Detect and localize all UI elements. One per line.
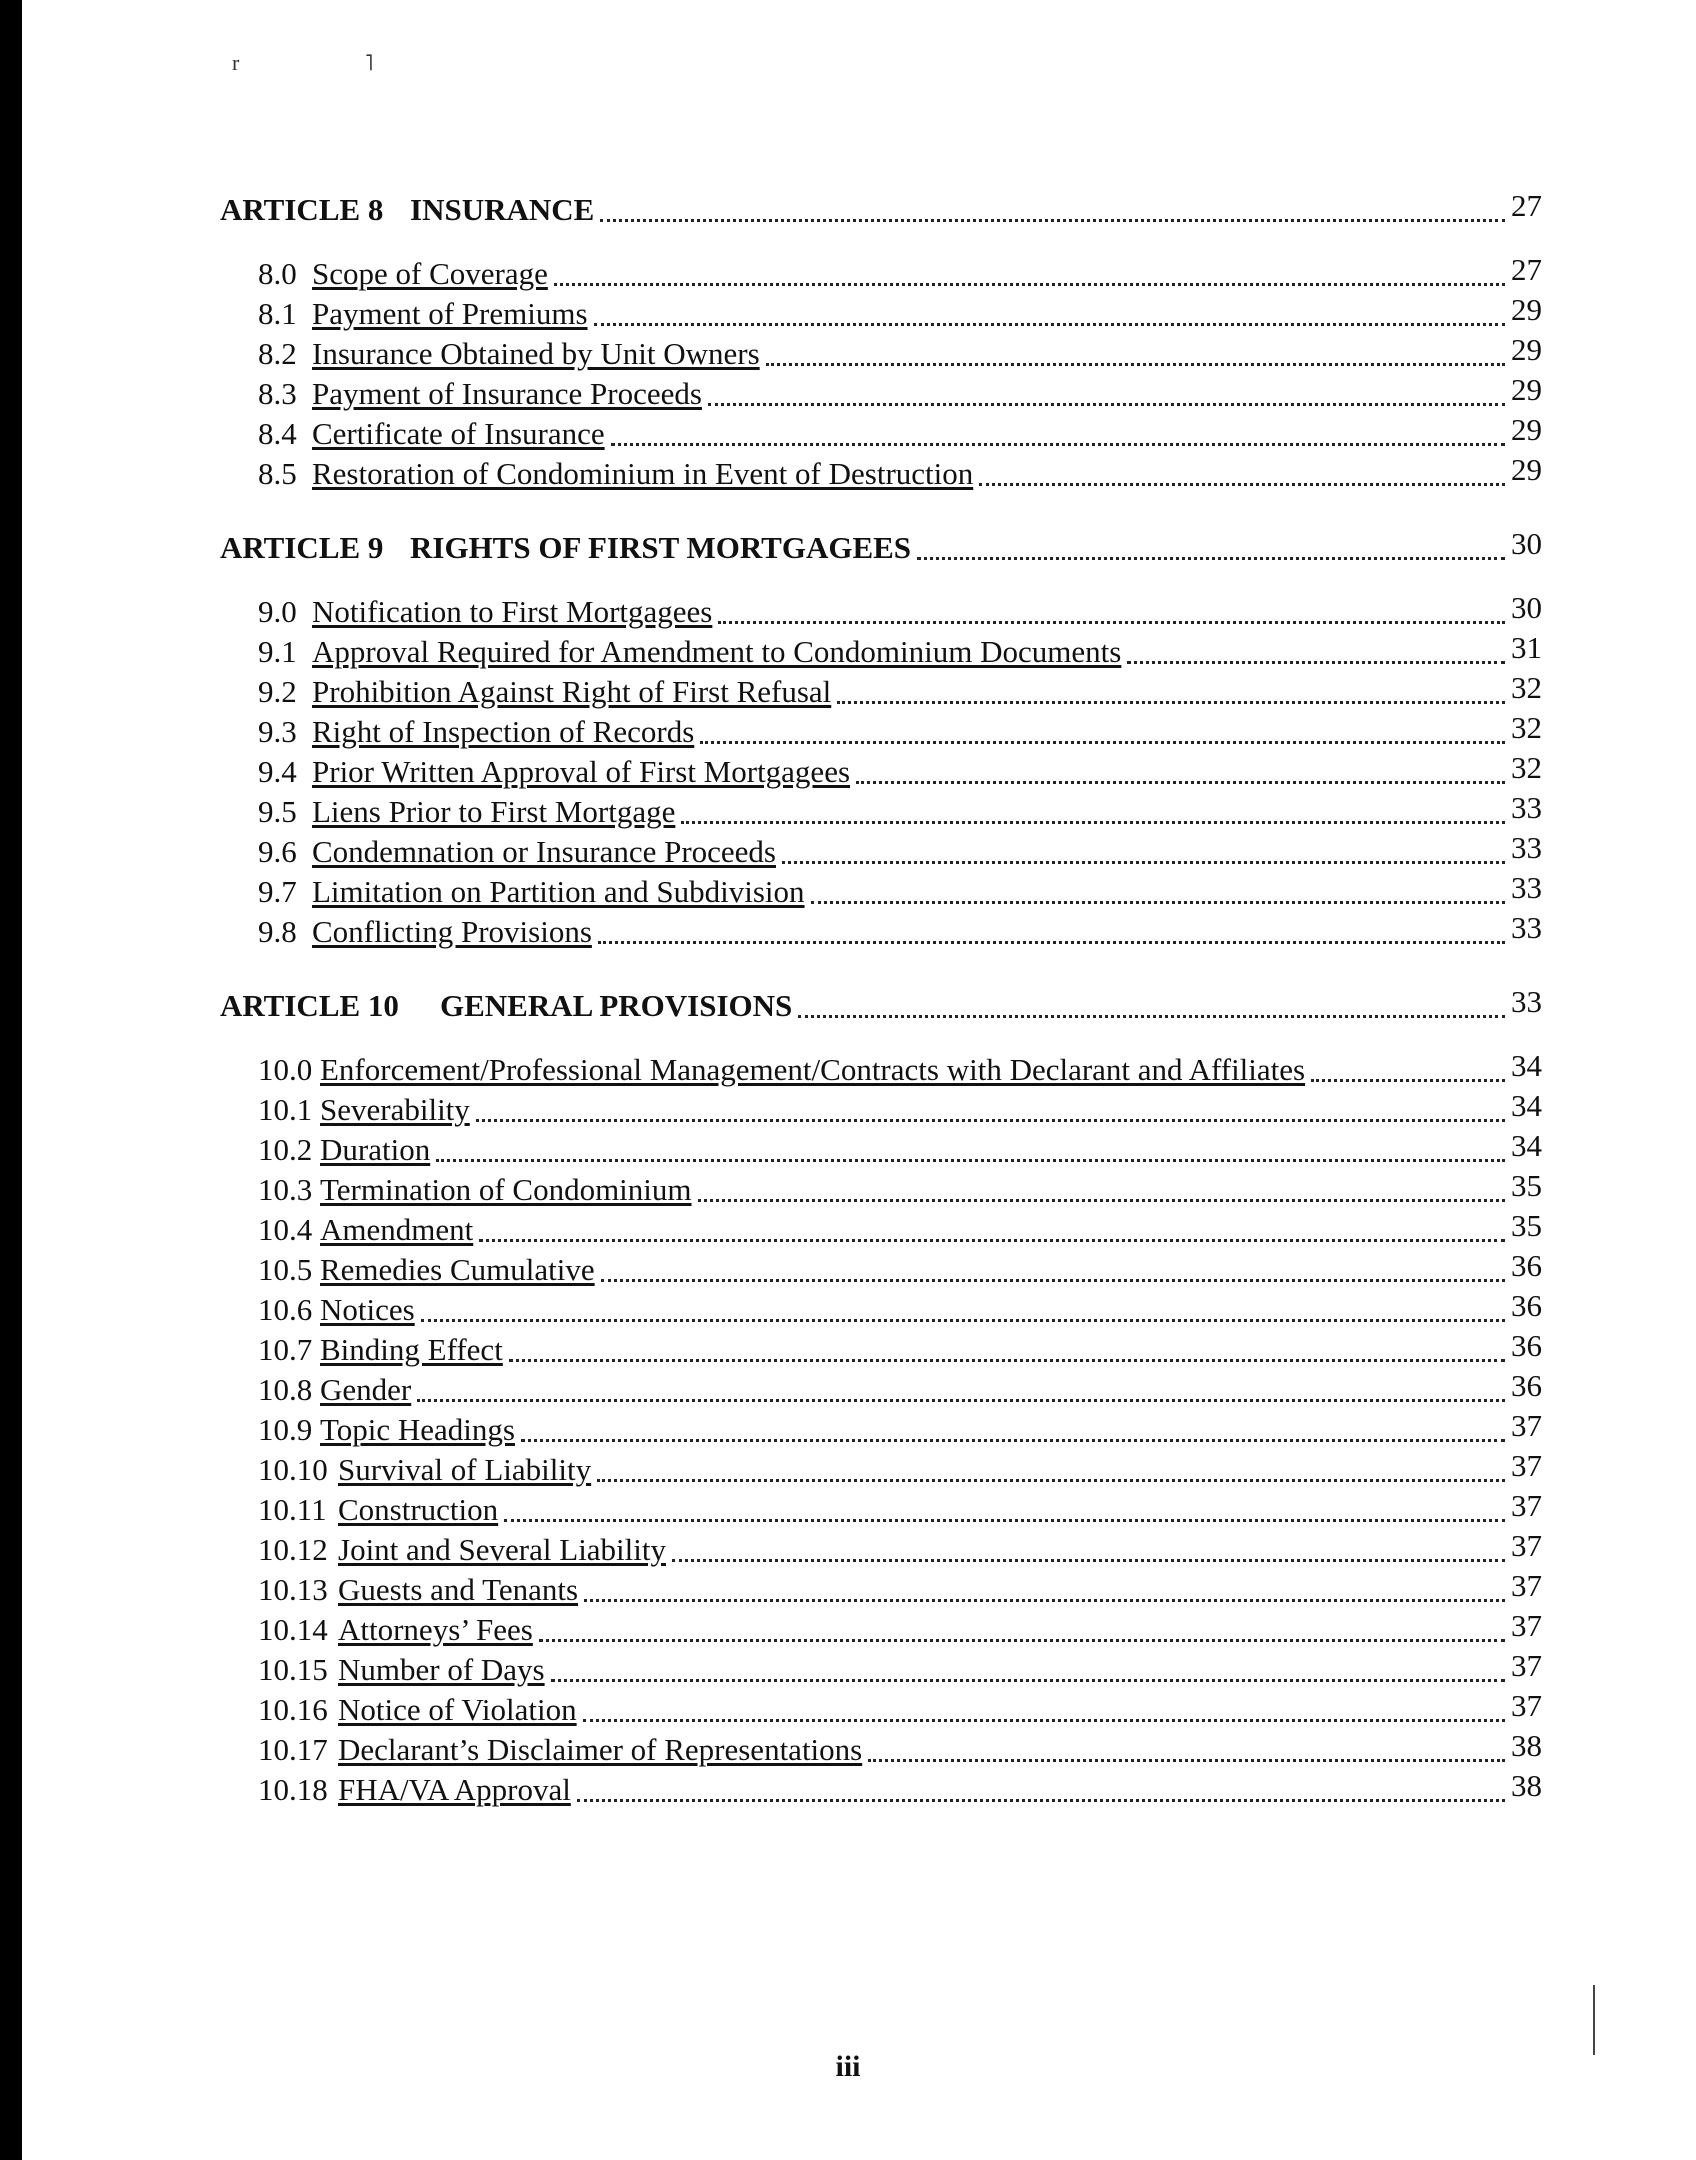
toc-page-number: 32 xyxy=(1511,670,1542,705)
toc-page-number: 33 xyxy=(1511,790,1542,825)
toc-page-number: 30 xyxy=(1511,590,1542,625)
toc-page-number: 32 xyxy=(1511,750,1542,785)
toc-page-number: 34 xyxy=(1511,1128,1542,1163)
toc-entry-number: ARTICLE 10 xyxy=(220,988,399,1023)
toc-entry-number: 10.3 xyxy=(258,1172,313,1207)
toc-entry-title: Insurance Obtained by Unit Owners xyxy=(312,336,760,371)
toc-dot-leader xyxy=(611,443,1505,446)
scan-marks: r ˥ xyxy=(232,50,434,75)
toc-entry-title: Termination of Condominium xyxy=(320,1172,692,1207)
toc-section-entry xyxy=(220,752,1542,792)
toc-entry-title: Prior Written Approval of First Mortgagees xyxy=(312,754,851,789)
toc-section-entry xyxy=(220,1410,1542,1450)
toc-section-entry xyxy=(220,672,1542,712)
toc-entry-title: INSURANCE xyxy=(410,192,595,227)
toc-page-number: 34 xyxy=(1511,1048,1542,1083)
toc-page-number: 37 xyxy=(1511,1448,1542,1483)
toc-entry-title: Limitation on Partition and Subdivision xyxy=(312,874,805,909)
toc-page-number: 36 xyxy=(1511,1368,1542,1403)
toc-dot-leader xyxy=(479,1239,1505,1242)
table-of-contents xyxy=(220,190,1542,1810)
toc-page-number: 29 xyxy=(1511,372,1542,407)
toc-entry-title: Enforcement/Professional Management/Contracts with Declarant and Affiliates xyxy=(320,1052,1306,1087)
toc-entry-title: Payment of Insurance Proceeds xyxy=(312,376,702,411)
toc-dot-leader xyxy=(782,861,1505,864)
toc-page-number: 37 xyxy=(1511,1528,1542,1563)
toc-section-entry xyxy=(220,1770,1542,1810)
toc-page-number: 36 xyxy=(1511,1328,1542,1363)
toc-section-entry xyxy=(220,1730,1542,1770)
toc-page-number: 29 xyxy=(1511,292,1542,327)
toc-entry-title: Prohibition Against Right of First Refusal xyxy=(312,674,832,709)
toc-page-number: 29 xyxy=(1511,412,1542,447)
toc-entry-number: ARTICLE 9 xyxy=(220,530,384,565)
toc-section-entry xyxy=(220,294,1542,334)
toc-section-entry xyxy=(220,414,1542,454)
toc-section-entry xyxy=(220,1370,1542,1410)
toc-section-entry xyxy=(220,1090,1542,1130)
toc-entry-title: FHA/VA Approval xyxy=(338,1772,571,1807)
toc-page-number: 37 xyxy=(1511,1688,1542,1723)
toc-dot-leader xyxy=(601,1279,1505,1282)
toc-entry-number: 10.5 xyxy=(258,1252,313,1287)
toc-entry-number: 10.15 xyxy=(258,1652,328,1687)
toc-page-number: 27 xyxy=(1511,252,1542,287)
toc-dot-leader xyxy=(672,1559,1505,1562)
toc-entry-title: Number of Days xyxy=(338,1652,545,1687)
toc-entry-title: Liens Prior to First Mortgage xyxy=(312,794,676,829)
toc-section-entry xyxy=(220,334,1542,374)
toc-entry-title: Notices xyxy=(320,1292,415,1327)
toc-dot-leader xyxy=(583,1719,1505,1722)
toc-entry-title: Survival of Liability xyxy=(338,1452,592,1487)
toc-section-entry xyxy=(220,1210,1542,1250)
toc-entry-title: Amendment xyxy=(320,1212,474,1247)
toc-article-heading xyxy=(220,528,1542,568)
toc-dot-leader xyxy=(597,1479,1505,1482)
toc-section-entry xyxy=(220,1570,1542,1610)
toc-section-entry xyxy=(220,1250,1542,1290)
toc-entry-number: 9.7 xyxy=(258,874,297,909)
toc-dot-leader xyxy=(708,403,1505,406)
toc-entry-title: Certificate of Insurance xyxy=(312,416,605,451)
toc-page-number: 33 xyxy=(1511,830,1542,865)
toc-dot-leader xyxy=(698,1199,1505,1202)
toc-entry-title: Right of Inspection of Records xyxy=(312,714,695,749)
toc-entry-number: 10.8 xyxy=(258,1372,313,1407)
scan-artifact-line xyxy=(1593,1985,1595,2055)
toc-section-entry xyxy=(220,832,1542,872)
toc-entry-title: Condemnation or Insurance Proceeds xyxy=(312,834,777,869)
toc-entry-title: Attorneys’ Fees xyxy=(338,1612,533,1647)
toc-entry-number: 10.17 xyxy=(258,1732,328,1767)
toc-dot-leader xyxy=(476,1119,1505,1122)
toc-entry-number: 10.2 xyxy=(258,1132,313,1167)
toc-page-number: 27 xyxy=(1511,188,1542,223)
toc-dot-leader xyxy=(504,1519,1505,1522)
toc-dot-leader xyxy=(700,741,1505,744)
toc-dot-leader xyxy=(577,1799,1505,1802)
toc-entry-number: 8.2 xyxy=(258,336,297,371)
toc-entry-number: 10.7 xyxy=(258,1332,313,1367)
toc-entry-title: Joint and Several Liability xyxy=(338,1532,667,1567)
toc-entry-number: 9.4 xyxy=(258,754,297,789)
toc-entry-number: 8.1 xyxy=(258,296,297,331)
toc-entry-number: 9.5 xyxy=(258,794,297,829)
toc-page-number: 33 xyxy=(1511,984,1542,1019)
toc-entry-number: 8.3 xyxy=(258,376,297,411)
toc-entry-title: Binding Effect xyxy=(320,1332,503,1367)
toc-entry-number: 9.1 xyxy=(258,634,297,669)
toc-dot-leader xyxy=(436,1159,1505,1162)
toc-entry-number: 8.4 xyxy=(258,416,297,451)
toc-section-entry xyxy=(220,1690,1542,1730)
toc-dot-leader xyxy=(421,1319,1505,1322)
toc-dot-leader xyxy=(798,1015,1505,1018)
toc-entry-title: Declarant’s Disclaimer of Representations xyxy=(338,1732,863,1767)
toc-dot-leader xyxy=(1127,661,1505,664)
toc-section-entry xyxy=(220,1130,1542,1170)
toc-entry-title: Duration xyxy=(320,1132,431,1167)
toc-entry-number: 10.9 xyxy=(258,1412,313,1447)
toc-section-entry xyxy=(220,454,1542,494)
toc-dot-leader xyxy=(718,621,1505,624)
toc-entry-number: 10.13 xyxy=(258,1572,328,1607)
toc-section-entry xyxy=(220,1330,1542,1370)
toc-entry-number: 10.18 xyxy=(258,1772,328,1807)
toc-dot-leader xyxy=(417,1399,1505,1402)
toc-page-number: 32 xyxy=(1511,710,1542,745)
toc-dot-leader xyxy=(551,1679,1505,1682)
toc-entry-title: Severability xyxy=(320,1092,470,1127)
page-number: iii xyxy=(835,2050,861,2083)
toc-entry-title: Construction xyxy=(338,1492,499,1527)
toc-section-entry xyxy=(220,712,1542,752)
toc-entry-number: 10.16 xyxy=(258,1692,328,1727)
toc-page-number: 31 xyxy=(1511,630,1542,665)
toc-section-entry xyxy=(220,1050,1542,1090)
toc-entry-number: 9.8 xyxy=(258,914,297,949)
toc-page-number: 38 xyxy=(1511,1728,1542,1763)
toc-entry-title: RIGHTS OF FIRST MORTGAGEES xyxy=(410,530,912,565)
toc-page-number: 35 xyxy=(1511,1168,1542,1203)
toc-entry-title: Topic Headings xyxy=(320,1412,515,1447)
toc-entry-number: 10.0 xyxy=(258,1052,313,1087)
scan-edge-bar xyxy=(0,0,22,2160)
toc-page-number: 36 xyxy=(1511,1248,1542,1283)
toc-section-entry xyxy=(220,1610,1542,1650)
toc-page-number: 37 xyxy=(1511,1408,1542,1443)
toc-entry-title: Remedies Cumulative xyxy=(320,1252,595,1287)
toc-section-entry xyxy=(220,374,1542,414)
toc-page-number: 36 xyxy=(1511,1288,1542,1323)
toc-section-entry xyxy=(220,1650,1542,1690)
toc-dot-leader xyxy=(584,1599,1505,1602)
toc-dot-leader xyxy=(811,901,1505,904)
toc-entry-title: Guests and Tenants xyxy=(338,1572,579,1607)
toc-entry-number: 10.14 xyxy=(258,1612,328,1647)
toc-entry-title: Payment of Premiums xyxy=(312,296,588,331)
toc-dot-leader xyxy=(917,557,1505,560)
toc-dot-leader xyxy=(837,701,1505,704)
toc-entry-number: 10.1 xyxy=(258,1092,313,1127)
toc-dot-leader xyxy=(600,219,1505,222)
toc-entry-title: Conflicting Provisions xyxy=(312,914,592,949)
toc-article-heading xyxy=(220,190,1542,230)
toc-entry-number: 8.5 xyxy=(258,456,297,491)
toc-section-entry xyxy=(220,1170,1542,1210)
toc-section-entry xyxy=(220,912,1542,952)
toc-dot-leader xyxy=(979,483,1505,486)
toc-entry-title: Approval Required for Amendment to Condominium Documents xyxy=(312,634,1122,669)
toc-dot-leader xyxy=(868,1759,1505,1762)
toc-section-entry xyxy=(220,1290,1542,1330)
toc-section-entry xyxy=(220,792,1542,832)
toc-page-number: 33 xyxy=(1511,910,1542,945)
toc-entry-title: Notification to First Mortgagees xyxy=(312,594,713,629)
toc-entry-number: 10.11 xyxy=(258,1492,327,1527)
toc-section-entry xyxy=(220,592,1542,632)
toc-entry-number: ARTICLE 8 xyxy=(220,192,384,227)
toc-entry-number: 9.2 xyxy=(258,674,297,709)
toc-entry-title: Gender xyxy=(320,1372,412,1407)
toc-dot-leader xyxy=(766,363,1505,366)
toc-article-heading xyxy=(220,986,1542,1026)
toc-entry-title: Restoration of Condominium in Event of Destruction xyxy=(312,456,974,491)
toc-entry-title: Notice of Violation xyxy=(338,1692,577,1727)
toc-page-number: 29 xyxy=(1511,452,1542,487)
toc-section-entry xyxy=(220,254,1542,294)
toc-page-number: 37 xyxy=(1511,1488,1542,1523)
toc-entry-number: 9.0 xyxy=(258,594,297,629)
toc-page-number: 37 xyxy=(1511,1648,1542,1683)
toc-page-number: 33 xyxy=(1511,870,1542,905)
toc-entry-number: 10.4 xyxy=(258,1212,313,1247)
toc-dot-leader xyxy=(856,781,1505,784)
toc-page-number: 34 xyxy=(1511,1088,1542,1123)
toc-entry-number: 10.6 xyxy=(258,1292,313,1327)
toc-entry-number: 9.6 xyxy=(258,834,297,869)
toc-page-number: 37 xyxy=(1511,1568,1542,1603)
toc-page-number: 30 xyxy=(1511,526,1542,561)
toc-dot-leader xyxy=(509,1359,1505,1362)
toc-dot-leader xyxy=(598,941,1505,944)
toc-page-number: 37 xyxy=(1511,1608,1542,1643)
toc-page-number: 35 xyxy=(1511,1208,1542,1243)
toc-entry-number: 8.0 xyxy=(258,256,297,291)
toc-dot-leader xyxy=(1311,1079,1505,1082)
toc-entry-number: 9.3 xyxy=(258,714,297,749)
toc-section-entry xyxy=(220,1450,1542,1490)
toc-entry-title: GENERAL PROVISIONS xyxy=(440,988,793,1023)
toc-page-number: 38 xyxy=(1511,1768,1542,1803)
toc-section-entry xyxy=(220,632,1542,672)
toc-page-number: 29 xyxy=(1511,332,1542,367)
toc-entry-number: 10.10 xyxy=(258,1452,328,1487)
toc-dot-leader xyxy=(554,283,1505,286)
toc-section-entry xyxy=(220,1490,1542,1530)
toc-section-entry xyxy=(220,872,1542,912)
toc-entry-number: 10.12 xyxy=(258,1532,328,1567)
toc-dot-leader xyxy=(681,821,1505,824)
toc-section-entry xyxy=(220,1530,1542,1570)
toc-dot-leader xyxy=(539,1639,1505,1642)
toc-dot-leader xyxy=(594,323,1505,326)
toc-entry-title: Scope of Coverage xyxy=(312,256,548,291)
toc-dot-leader xyxy=(521,1439,1505,1442)
